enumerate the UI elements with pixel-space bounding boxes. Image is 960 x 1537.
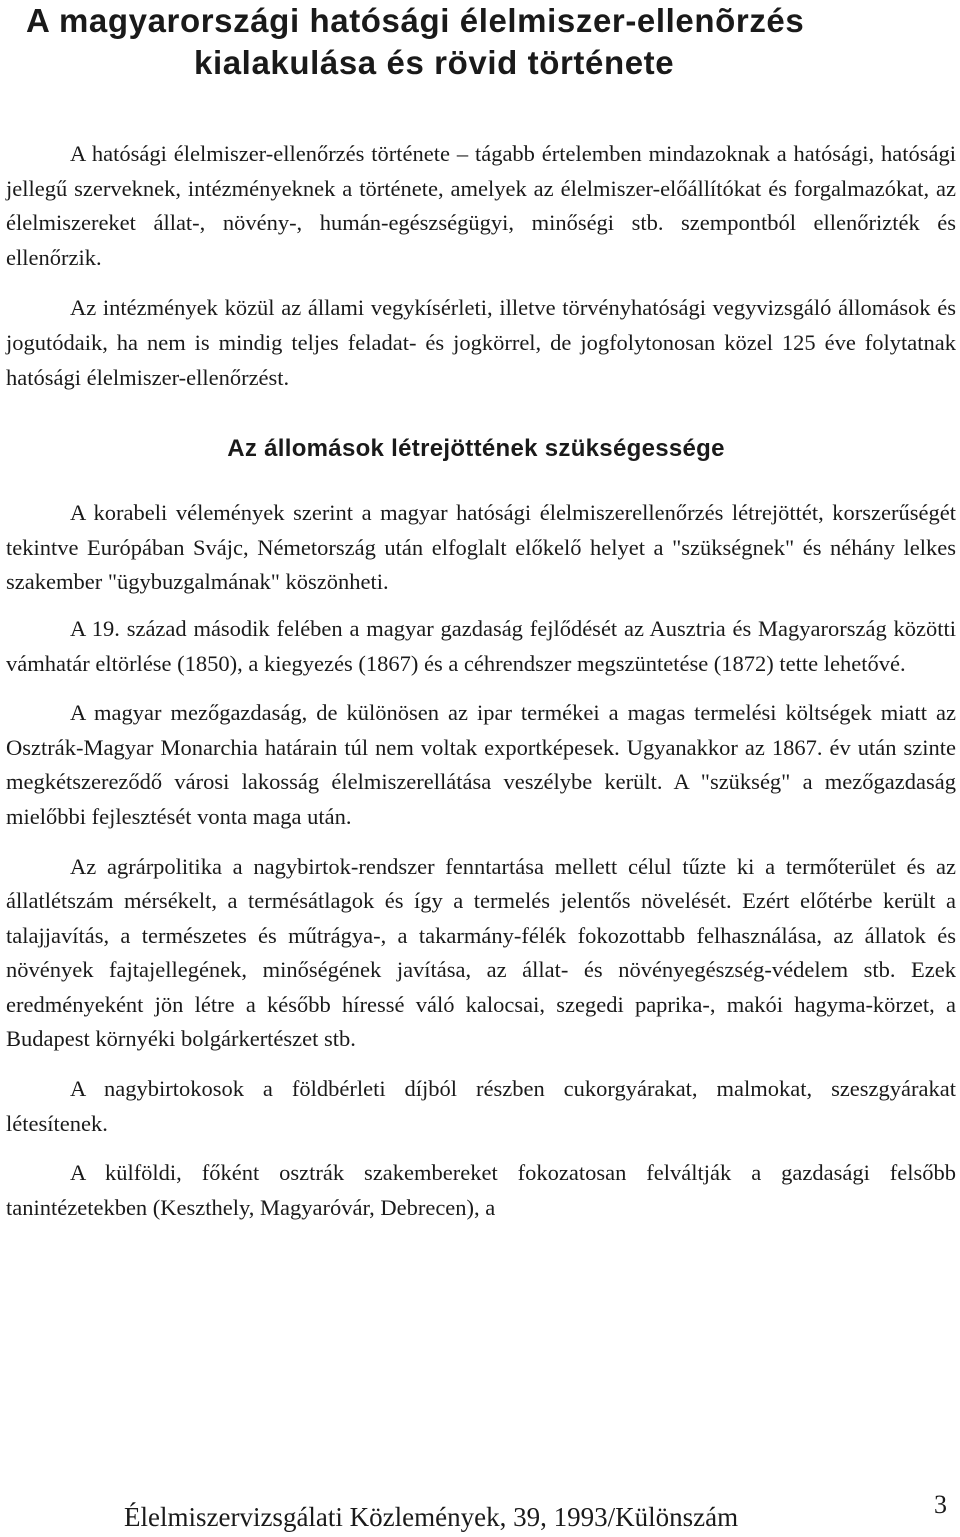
section-heading: Az állomások létrejöttének szükségessége <box>227 435 725 463</box>
section-paragraph-2: A 19. század második felében a magyar gazdaság fejlődését az Ausztria és Magyarország közötti vámhatár eltörlése (1850), a kiegyezés (1867) és a céhrendszer megszüntetése (1872) tette lehetővé. <box>6 615 956 676</box>
section-paragraph-4: Az agrárpolitika a nagybirtok-rendszer fenntartása mellett célul tűzte ki a termőterület és az állatlétszám mérsékelt, a termésátlagok és így a termelés jelentős növelését. Ezért előtérbe került a talajjavítás, a természetes és műtrágya-, a takarmány-félék fokozottabb felhasználása, az állatok és növények fajtajellegének, minőségének javítása, az állat- és növényegészség-védelem stb. Ezek eredményeként jön létre a később híressé váló kalocsai, szegedi paprika-, makói hagyma-körzet, a Budapest környéki bolgárkertészet stb. <box>6 853 956 1052</box>
intro-paragraph-1: A hatósági élelmiszer-ellenőrzés története – tágabb értelemben mindazoknak a hatósági, hatósági jellegű szerveknek, intézményeknek a története, amelyek az élelmiszer-előállítókat és forgalmazókat, az élelmiszereket állat-, növény-, humán-egészségügyi, minőségi stb. szempontból ellenőrizték és ellenőrzik. <box>6 141 956 270</box>
intro-paragraph-2: Az intézmények közül az állami vegykísérleti, illetve törvényhatósági vegyvizsgáló állomások és jogutódaik, ha nem is mindig teljes feladat- és jogkörrel, de jogfolytonosan közel 125 éve folytatnak hatósági élelmiszer-ellenőrzést. <box>6 295 956 390</box>
section-paragraph-3: A magyar mezőgazdaság, de különösen az ipar termékei a magas termelési költségek miatt az Osztrák-Magyar Monarchia határain túl nem voltak exportképesek. Ugyanakkor az 1867. év után szinte megkétszereződő városi lakosság élelmiszerellátása veszélybe került. A "szükség" a mezőgazdaság mielőbbi fejlesztését vonta maga után. <box>6 700 956 829</box>
section-paragraph-6: A külföldi, főként osztrák szakembereket fokozatosan felváltják a gazdasági felsőbb tanintézetekben (Keszthely, Magyaróvár, Debrecen), a <box>6 1160 956 1220</box>
page-footer <box>0 1490 960 1537</box>
title-line-2: kialakulása és rövid története <box>194 44 675 81</box>
section-paragraph-1: A korabeli vélemények szerint a magyar hatósági élelmiszerellenőrzés létrejöttét, korszerűségét tekintve Európában Svájc, Németország után elfoglalt előkelő helyet a "szükségnek" és néhány lelkes szakember "ügybuzgalmának" köszönheti. <box>6 500 956 595</box>
document-page <box>6 0 956 1225</box>
title-line-1: A magyarországi hatósági élelmiszer-ellenõrzés <box>26 2 805 39</box>
page-number: 3 <box>934 1490 947 1519</box>
section-paragraph-5: A nagybirtokosok a földbérleti díjból részben cukorgyárakat, malmokat, szeszgyárakat létesítenek. <box>6 1076 956 1136</box>
document-title <box>6 0 956 84</box>
journal-citation: Élelmiszervizsgálati Közlemények, 39, 1993/Különszám <box>124 1502 739 1532</box>
